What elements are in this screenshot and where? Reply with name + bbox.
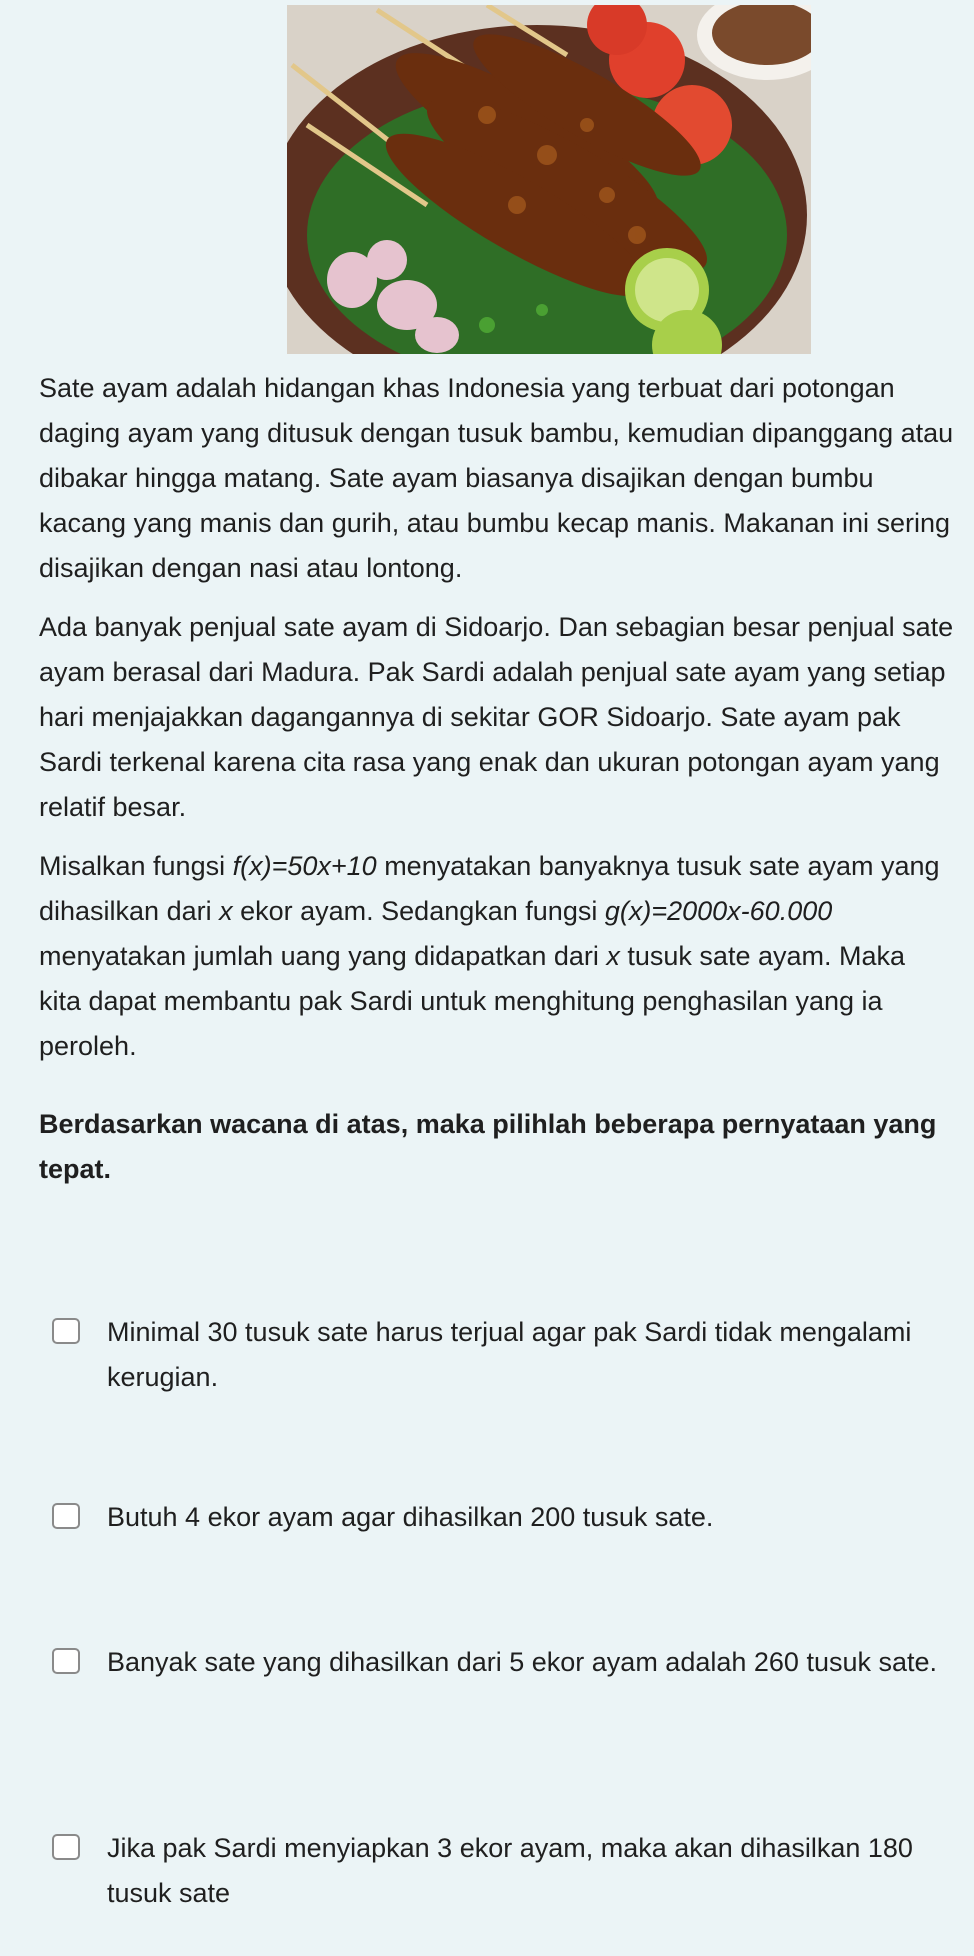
sate-ayam-illustration [287,5,811,354]
option-2-label[interactable]: Butuh 4 ekor ayam agar dihasilkan 200 tusuk sate. [107,1502,714,1532]
function-f: f(x)=50x+10 [232,851,377,881]
passage-paragraph-3 [39,844,954,1069]
option-2-checkbox[interactable] [52,1503,80,1529]
question-instruction: Berdasarkan wacana di atas, maka pilihlah beberapa pernyataan yang tepat. [39,1109,937,1184]
paragraph-3-text-c: ekor ayam. Sedangkan fungsi [232,896,605,926]
passage-paragraph-1: Sate ayam adalah hidangan khas Indonesia yang terbuat dari potongan daging ayam yang ditusuk dengan tusuk bambu, kemudian dipanggang atau dibakar hingga matang. Sate ayam biasanya disajikan dengan bumbu kacang yang manis dan gurih, atau bumbu kecap manis. Makanan ini sering disajikan dengan nasi atau lontong. [39,373,954,583]
function-g: g(x)=2000x-60.000 [604,896,833,926]
variable-x: x [219,896,233,926]
option-4-checkbox[interactable] [52,1834,80,1860]
option-3-label[interactable]: Banyak sate yang dihasilkan dari 5 ekor ayam adalah 260 tusuk sate. [107,1647,938,1677]
option-1-checkbox[interactable] [52,1318,80,1344]
variable-x: x [606,941,620,971]
paragraph-3-text-a: Misalkan fungsi [39,851,233,881]
passage [39,366,954,1192]
option-1-label[interactable]: Minimal 30 tusuk sate harus terjual agar pak Sardi tidak mengalami kerugian. [107,1317,912,1392]
paragraph-3-text-b: menyatakan banyaknya tusuk sate ayam yang dihasilkan dari [39,851,940,926]
passage-paragraph-2: Ada banyak penjual sate ayam di Sidoarjo. Dan sebagian besar penjual sate ayam berasal dari Madura. Pak Sardi adalah penjual sate ayam yang setiap hari menjajakkan dagangannya di sekitar GOR Sidoarjo. Sate ayam pak Sardi terkenal karena cita rasa yang enak dan ukuran potongan ayam yang relatif besar. [39,612,954,822]
option-3-checkbox[interactable] [52,1648,80,1674]
option-4-label[interactable]: Jika pak Sardi menyiapkan 3 ekor ayam, maka akan dihasilkan 180 tusuk sate [107,1833,913,1908]
paragraph-3-text-d: menyatakan jumlah uang yang didapatkan dari [39,941,607,971]
paragraph-3-text-e: tusuk sate ayam. Maka kita dapat membantu pak Sardi untuk menghitung penghasilan yang ia peroleh. [39,941,906,1061]
sate-ayam-photo [287,5,811,354]
